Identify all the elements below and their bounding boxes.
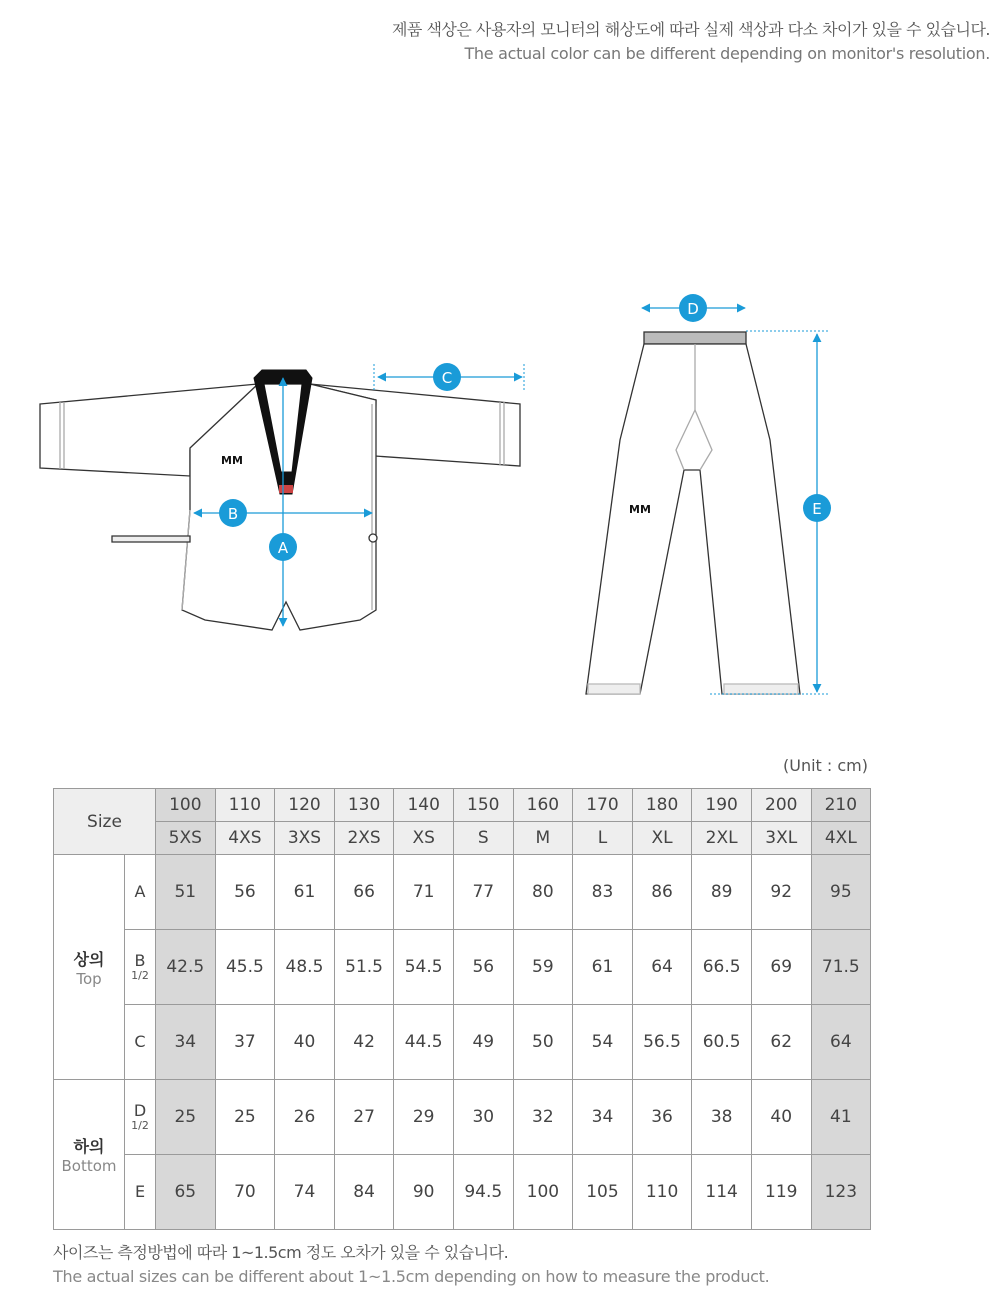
table-row-e [54, 1155, 871, 1230]
value-cell: 110 [632, 1155, 692, 1230]
top-label-korean: 상의 [73, 949, 105, 969]
marker-d [679, 294, 707, 322]
bottom-label-english: Bottom [61, 1157, 117, 1175]
value-cell: 54 [573, 1005, 633, 1080]
color-note-korean: 제품 색상은 사용자의 모니터의 해상도에 따라 실제 색상과 다소 차이가 있을 수 있습니다. [391, 20, 990, 39]
value-cell: 34 [573, 1080, 633, 1155]
value-cell: 71.5 [811, 930, 871, 1005]
code-cell: 3XL [751, 822, 811, 855]
value-cell: 66 [334, 855, 394, 930]
value-cell: 80 [513, 855, 573, 930]
value-cell: 61 [275, 855, 335, 930]
top-label-english: Top [76, 969, 102, 988]
code-cell: L [573, 822, 633, 855]
value-cell: 114 [692, 1155, 752, 1230]
svg-text:A: A [277, 539, 289, 557]
bottom-label-korean: 하의 [73, 1137, 105, 1156]
value-cell: 74 [275, 1155, 335, 1230]
value-cell: 42.5 [156, 930, 216, 1005]
size-cell: 200 [751, 789, 811, 822]
code-cell: XL [632, 822, 692, 855]
value-cell: 56.5 [632, 1005, 692, 1080]
row-label-a: A [125, 855, 156, 930]
row-label-b: B 1/2 [125, 930, 156, 1005]
value-cell: 26 [275, 1080, 335, 1155]
svg-text:B: B [227, 505, 239, 523]
value-cell: 25 [156, 1080, 216, 1155]
size-cell: 180 [632, 789, 692, 822]
value-cell: 56 [215, 855, 275, 930]
value-cell: 36 [632, 1080, 692, 1155]
marker-c [433, 363, 461, 391]
code-cell: 4XL [811, 822, 871, 855]
value-cell: 94.5 [453, 1155, 513, 1230]
marker-b [219, 499, 247, 527]
code-cell: S [453, 822, 513, 855]
size-cell: 150 [453, 789, 513, 822]
size-cell: 190 [692, 789, 752, 822]
size-number-row [54, 789, 871, 822]
value-cell: 59 [513, 930, 573, 1005]
value-cell: 30 [453, 1080, 513, 1155]
size-cell: 140 [394, 789, 454, 822]
code-cell: 3XS [275, 822, 335, 855]
value-cell: 51 [156, 855, 216, 930]
value-cell: 70 [215, 1155, 275, 1230]
marker-e [803, 494, 831, 522]
value-cell: 34 [156, 1005, 216, 1080]
value-cell: 92 [751, 855, 811, 930]
row-label-c: C [125, 1005, 156, 1080]
code-cell: XS [394, 822, 454, 855]
size-cell: 130 [334, 789, 394, 822]
value-cell: 66.5 [692, 930, 752, 1005]
value-cell: 32 [513, 1080, 573, 1155]
code-cell: 2XS [334, 822, 394, 855]
value-cell: 62 [751, 1005, 811, 1080]
table-row-d [54, 1080, 871, 1155]
size-cell: 170 [573, 789, 633, 822]
size-code-row [54, 822, 871, 855]
jacket-logo-icon: MM [221, 454, 243, 467]
value-cell: 64 [632, 930, 692, 1005]
value-cell: 42 [334, 1005, 394, 1080]
size-chart-table [53, 788, 871, 1230]
value-cell: 56 [453, 930, 513, 1005]
size-cell: 160 [513, 789, 573, 822]
size-header-cell: Size [54, 789, 156, 855]
svg-text:E: E [812, 500, 822, 518]
size-cell: 100 [156, 789, 216, 822]
value-cell: 105 [573, 1155, 633, 1230]
value-cell: 100 [513, 1155, 573, 1230]
garment-diagram [0, 280, 1000, 720]
value-cell: 90 [394, 1155, 454, 1230]
size-cell: 210 [811, 789, 871, 822]
table-row-c [54, 1005, 871, 1080]
value-cell: 25 [215, 1080, 275, 1155]
footer-note-english: The actual sizes can be different about 1~1.5cm depending on how to measure the product. [53, 1267, 770, 1286]
value-cell: 71 [394, 855, 454, 930]
value-cell: 83 [573, 855, 633, 930]
marker-a [269, 533, 297, 561]
jacket-illustration [40, 384, 520, 630]
value-cell: 65 [156, 1155, 216, 1230]
code-cell: 2XL [692, 822, 752, 855]
size-cell: 110 [215, 789, 275, 822]
code-cell: 5XS [156, 822, 216, 855]
pants-illustration [586, 332, 800, 694]
svg-text:D: D [687, 300, 699, 318]
bottom-group-label [54, 1080, 125, 1230]
value-cell: 69 [751, 930, 811, 1005]
value-cell: 29 [394, 1080, 454, 1155]
value-cell: 27 [334, 1080, 394, 1155]
table-row-b [54, 930, 871, 1005]
pants-logo-icon: MM [629, 503, 651, 516]
value-cell: 86 [632, 855, 692, 930]
value-cell: 60.5 [692, 1005, 752, 1080]
value-cell: 51.5 [334, 930, 394, 1005]
value-cell: 119 [751, 1155, 811, 1230]
size-cell: 120 [275, 789, 335, 822]
unit-label: (Unit : cm) [783, 756, 868, 775]
color-note-english: The actual color can be different depending on monitor's resolution. [464, 44, 990, 63]
value-cell: 84 [334, 1155, 394, 1230]
value-cell: 38 [692, 1080, 752, 1155]
collar-tag-icon [279, 485, 293, 493]
value-cell: 50 [513, 1005, 573, 1080]
value-cell: 48.5 [275, 930, 335, 1005]
row-label-d: D 1/2 [125, 1080, 156, 1155]
code-cell: M [513, 822, 573, 855]
value-cell: 44.5 [394, 1005, 454, 1080]
value-cell: 40 [751, 1080, 811, 1155]
value-cell: 61 [573, 930, 633, 1005]
table-row-a [54, 855, 871, 930]
value-cell: 41 [811, 1080, 871, 1155]
top-group-label [54, 855, 125, 1080]
footer-note-korean: 사이즈는 측정방법에 따라 1~1.5cm 정도 오차가 있을 수 있습니다. [53, 1243, 509, 1262]
value-cell: 40 [275, 1005, 335, 1080]
value-cell: 37 [215, 1005, 275, 1080]
svg-text:C: C [441, 369, 453, 387]
value-cell: 123 [811, 1155, 871, 1230]
row-label-e: E [125, 1155, 156, 1230]
code-cell: 4XS [215, 822, 275, 855]
value-cell: 77 [453, 855, 513, 930]
value-cell: 49 [453, 1005, 513, 1080]
value-cell: 64 [811, 1005, 871, 1080]
value-cell: 45.5 [215, 930, 275, 1005]
value-cell: 54.5 [394, 930, 454, 1005]
value-cell: 89 [692, 855, 752, 930]
value-cell: 95 [811, 855, 871, 930]
